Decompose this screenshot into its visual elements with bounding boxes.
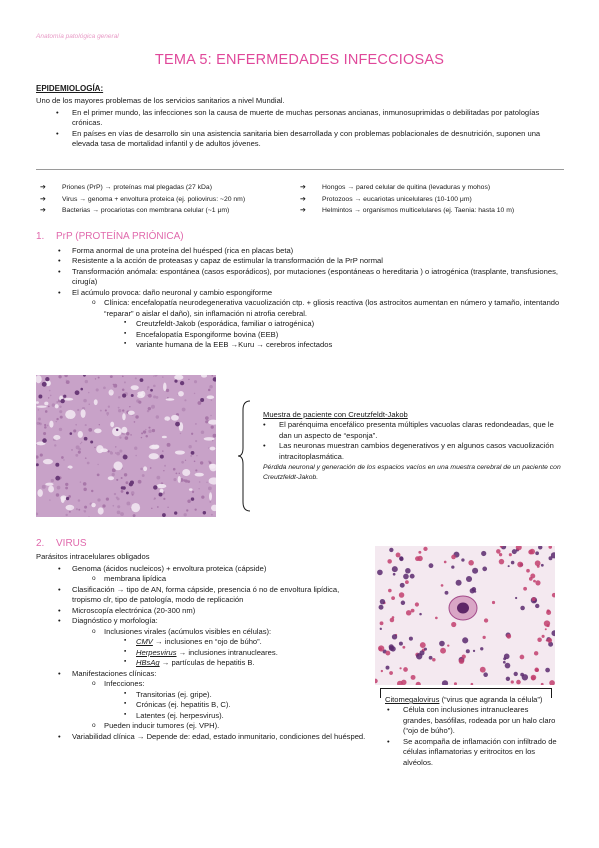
list-item: ▪ Transitorias (ej. gripe).: [36, 690, 366, 700]
list-item: ▪ CMV → inclusiones en “ojo de búho”.: [36, 637, 366, 647]
list-item: • Manifestaciones clínicas:: [36, 669, 366, 679]
agent-item: ➔ Priones (PrP) → proteínas mal plegadas (27 kDa): [36, 182, 245, 194]
list-item: ▪ Latentes (ej. herpesvirus).: [36, 711, 366, 721]
agent-item: ➔ Protozoos → eucariotas unicelulares (10-100 μm): [296, 194, 514, 206]
epidemiology-intro: Uno de los mayores problemas de los servicios sanitarios a nivel Mundial.: [36, 96, 285, 105]
list-item: • Variabilidad clínica → Depende de: edad, estado inmunitario, condiciones del huésped.: [36, 732, 366, 742]
epidemiology-heading: EPIDEMIOLOGÍA:: [36, 84, 104, 93]
agent-item: ➔ Bacterias → procariotas con membrana celular (~1 μm): [36, 205, 245, 217]
agents-list-right: [296, 182, 514, 217]
list-item: • Resistente a la acción de proteasas y capaz de estimular la transformación de la PrP normal: [36, 256, 566, 266]
list-item: • En el primer mundo, las infecciones son la causa de muerte de muchas personas ancianas, inmunosuprimidas o debilitadas por patologías crónicas.: [36, 108, 566, 129]
agent-item: ➔ Hongos → pared celular de quitina (levaduras y mohos): [296, 182, 514, 194]
list-item: o Pueden inducir tumores (ej. VPH).: [36, 721, 366, 731]
header-tag: Anatomía patológica general: [36, 33, 119, 40]
list-item: ▪ Herpesvirus → inclusiones intranucleares.: [36, 648, 366, 658]
list-item: • Se acompaña de inflamación con infiltrado de células inflamatorias y eritrocitos en los alvéolos.: [385, 737, 560, 768]
list-item: • En países en vías de desarrollo sin una asistencia sanitaria bien desarrollada y con problemas poblacionales de desnutrición, suponen una elevada tasa de mortalidad infantil y de adultos jóvenes.: [36, 129, 566, 150]
list-item: • Célula con inclusiones intranucleares grandes, basófilas, rodeada por un halo claro (“ojo de búho”).: [385, 705, 560, 736]
list-item: o membrana lipídica: [36, 574, 366, 584]
list-item: • Genoma (ácidos nucleicos) + envoltura proteica (cápside): [36, 564, 366, 574]
histology-image-creutzfeldt-jakob: [36, 375, 216, 517]
caption-title: Muestra de paciente con Creutzfeldt-Jakob: [263, 410, 408, 419]
virus-list: [36, 564, 366, 742]
agent-item: ➔ Virus → genoma + envoltura proteica (ej. poliovirus: ~20 nm): [36, 194, 245, 206]
epidemiology-list: [36, 108, 566, 150]
page-title: TEMA 5: ENFERMEDADES INFECCIOSAS: [154, 52, 445, 68]
list-item: o Infecciones:: [36, 679, 366, 689]
list-item: • El parénquima encefálico presenta múltiples vacuolas claras redondeadas, que le dan un aspecto de “esponja”.: [243, 420, 563, 441]
agents-list-left: [36, 182, 245, 217]
virus-intro: Parásitos intracelulares obligados: [36, 552, 150, 561]
list-item: ▪ variante humana de la EEB →Kuru → cerebros infectados: [36, 340, 566, 350]
arrow-icon: ➔: [40, 195, 46, 203]
list-item: • Transformación anómala: espontánea (casos esporádicos), por mutaciones (espontáneas o hereditaria ) o iatrogénica (trasplante, transfusiones, cirugía): [36, 267, 566, 288]
list-item: ▪ Creutzfeldt-Jakob (esporádica, familiar o iatrogénica): [36, 319, 566, 329]
caption-cytomegalovirus: Citomegalovirus (“virus que agranda la célula”) • Célula con inclusiones intranucleares grandes, basófilas, rodeada por un halo claro (“ojo de búho”). • Se acompaña de inflamación con infiltrado de células inflamatorias y eritrocitos en los alvéolos.: [385, 695, 560, 768]
list-item: o Clínica: encefalopatía neurodegenerativa vacuolización ctp. + gliosis reactiva (los astrocitos aumentan en número y tamaño, intentando “reparar” o aislar el daño), sin inflamación ni atrofia cerebral.: [36, 298, 566, 319]
prp-list: [36, 246, 566, 351]
caption-note: Pérdida neuronal y generación de los espacios vacíos en una muestra cerebral de un paciente con Creutzfeldt-Jakob.: [263, 464, 561, 481]
list-item: • Las neuronas muestran cambios degenerativos y en algunos casos vacuolización intracitoplasmática.: [243, 441, 563, 462]
arrow-icon: ➔: [300, 195, 306, 203]
list-item: ▪ HBsAg → partículas de hepatitis B.: [36, 658, 366, 668]
section-heading-virus: 2. VIRUS: [36, 538, 87, 549]
agent-item: ➔ Helmintos → organismos multicelulares (ej. Taenia: hasta 10 m): [296, 205, 514, 217]
section-heading-prp: 1. PrP (PROTEÍNA PRIÓNICA): [36, 231, 184, 242]
caption-creutzfeldt-jakob: [263, 410, 563, 482]
divider: [36, 169, 564, 170]
list-item: ▪ Crónicas (ej. hepatitis B, C).: [36, 700, 366, 710]
arrow-icon: ➔: [300, 207, 306, 215]
list-item: • Microscopía electrónica (20-300 nm): [36, 606, 366, 616]
list-item: • Forma anormal de una proteína del huésped (rica en placas beta): [36, 246, 566, 256]
histology-image-cytomegalovirus: [375, 546, 555, 685]
list-item: o Inclusiones virales (acúmulos visibles en células):: [36, 627, 366, 637]
arrow-icon: ➔: [300, 184, 306, 191]
list-item: • Clasificación → tipo de AN, forma cápside, presencia ó no de envoltura lipídica, tropismo clr, tipo de patología, modo de replicación: [36, 585, 366, 606]
arrow-icon: ➔: [40, 207, 46, 215]
list-item: ▪ Encefalopatía Espongiforme bovina (EEB): [36, 330, 566, 340]
arrow-icon: ➔: [40, 184, 46, 191]
caption-title: Citomegalovirus: [385, 695, 440, 704]
list-item: • El acúmulo provoca: daño neuronal y cambio espongiforme: [36, 288, 566, 298]
list-item: • Diagnóstico y morfología:: [36, 616, 366, 626]
